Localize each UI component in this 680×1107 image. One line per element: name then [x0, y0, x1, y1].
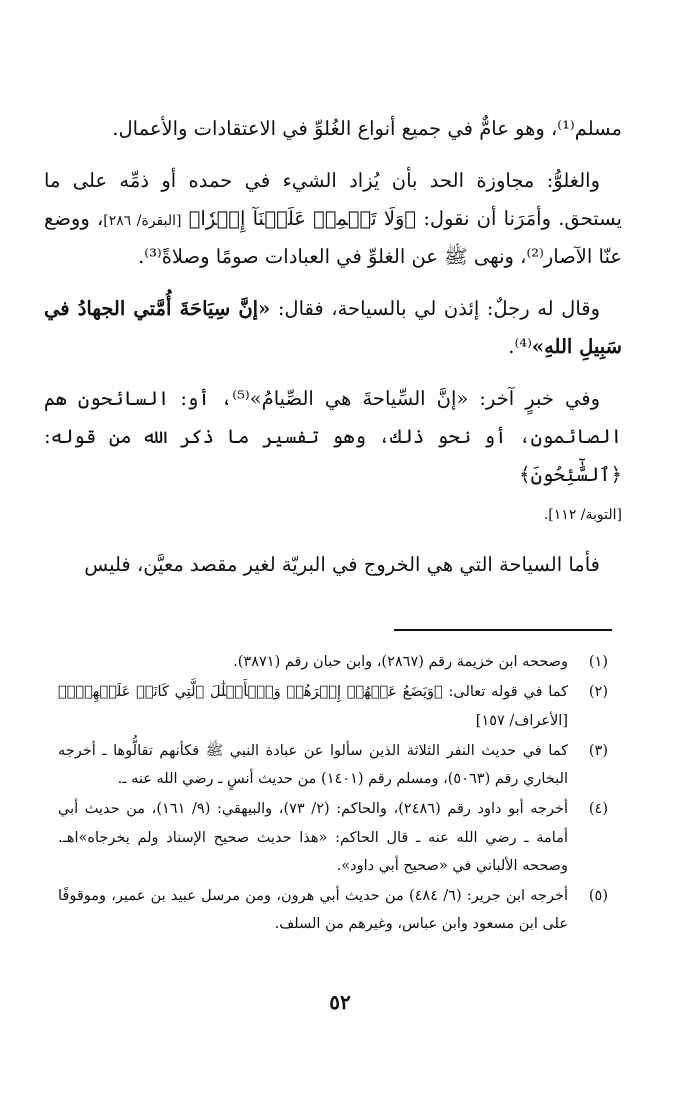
footnote-text: أخرجه ابن جرير: (٦/ ٤٨٤) من حديث أبي هرون، ومن مرسل عبيد بن عمير، وموقوفًا على ابن مسعود وابن عباس، وغيرهم من السلف.: [58, 888, 568, 933]
paragraph-4: [44, 380, 622, 532]
footnote-divider: [394, 629, 612, 631]
footnote-text: كما في حديث النفر الثلاثة الذين سألوا عن عبادة النبي ﷺ فكأنهم تقالُّوها ـ أخرجه البخاري رقم (٥٠٦٣)، ومسلم رقم (١٤٠١) من حديث أنسٍ ـ رضي الله عنه ـ.: [58, 742, 568, 788]
paragraph-4-text: وفي خبرٍ آخر: «إنَّ السِّياحةَ هي الصِّيامُ»⁽⁵⁾، أو: السائحون هم الصائمون، أو نحو ذلك، وهو تفسير ما ذكر الله من قوله: ﴿ٱلسَّٰٓئِحُونَ﴾: [44, 387, 622, 487]
paragraph-2-text: والغلوُّ: مجاوزة الحد بأن يُزاد الشيء في حمده أو ذمِّه على ما يستحق. وأمَرَنا أن نقول: ﴿وَلَا تَحۡمِلۡ عَلَيۡنَآ إِصۡرٗا﴾: [44, 169, 622, 231]
footnotes: [58, 648, 608, 941]
footnote-number: (٤): [588, 801, 608, 818]
paragraph-1: مسلم⁽¹⁾، وهو عامٌّ في جميع أنواع الغُلوِّ في الاعتقادات والأعمال.: [112, 117, 622, 140]
footnote-3: [58, 737, 608, 794]
paragraph-5: فأما السياحة التي هي الخروج في البريّة لغير مقصد معيَّن، فليس: [84, 553, 600, 577]
paragraph-3-end: ⁽⁴⁾.: [508, 335, 532, 359]
footnote-4: [58, 795, 608, 880]
page-number: ٥٢: [329, 990, 351, 1014]
paragraph-3-text: وقال له رجلٌ: إئذن لي بالسياحة، فقال:: [277, 297, 601, 321]
footnote-text: وصححه ابن خزيمة رقم (٢٨٦٧)، وابن حبان رقم (٣٨٧١).: [233, 654, 568, 670]
quran-reference-baqarah: [البقرة/ ٢٨٦]: [103, 213, 182, 230]
footnote-text: أخرجه أبو داود رقم (٢٤٨٦)، والحاكم: (٢/ ٧٣)، والبيهقي: (٩/ ١٦١)، من حديث أبي أمامة ـ رضي الله عنه ـ قال الحاكم: «هذا حديث صحيح الإسناد ولم يخرجاه»اهـ. وصححه الألباني في «صحيح أبي داود».: [58, 801, 569, 874]
footnote-number: (٣): [588, 742, 608, 759]
main-text: [44, 110, 622, 598]
footnote-number: (٢): [588, 684, 608, 701]
paragraph-2: [44, 162, 622, 276]
paragraph-3: [44, 290, 622, 366]
footnote-number: (٥): [588, 888, 608, 905]
footnote-2: [58, 678, 608, 735]
hadith-quote: «إنَّ سِيَاحَةَ أُمَّتي الجهادُ في سَبِيلِ اللهِ»: [44, 297, 622, 359]
quran-reference-tawbah: [التوبة/ ١١٢].: [543, 507, 622, 524]
footnote-number: (١): [588, 654, 608, 670]
footnote-1: [58, 648, 608, 676]
footnote-5: [58, 882, 608, 939]
paragraph-2-rest: ، ووضع عنّا الآصار⁽²⁾، ونهى ﷺ عن الغلوِّ في العبادات صومًا وصلاةً⁽³⁾.: [44, 207, 622, 269]
footnote-text: كما في قوله تعالى: ﴿وَيَضَعُ عَنۡهُمۡ إِصۡرَهُمۡ وَٱلۡأَغۡلَٰلَ ٱلَّتِي كَانَتۡ عَلَيۡهِمۡۚ﴾ [الأعراف/ ١٥٧]: [58, 684, 568, 729]
